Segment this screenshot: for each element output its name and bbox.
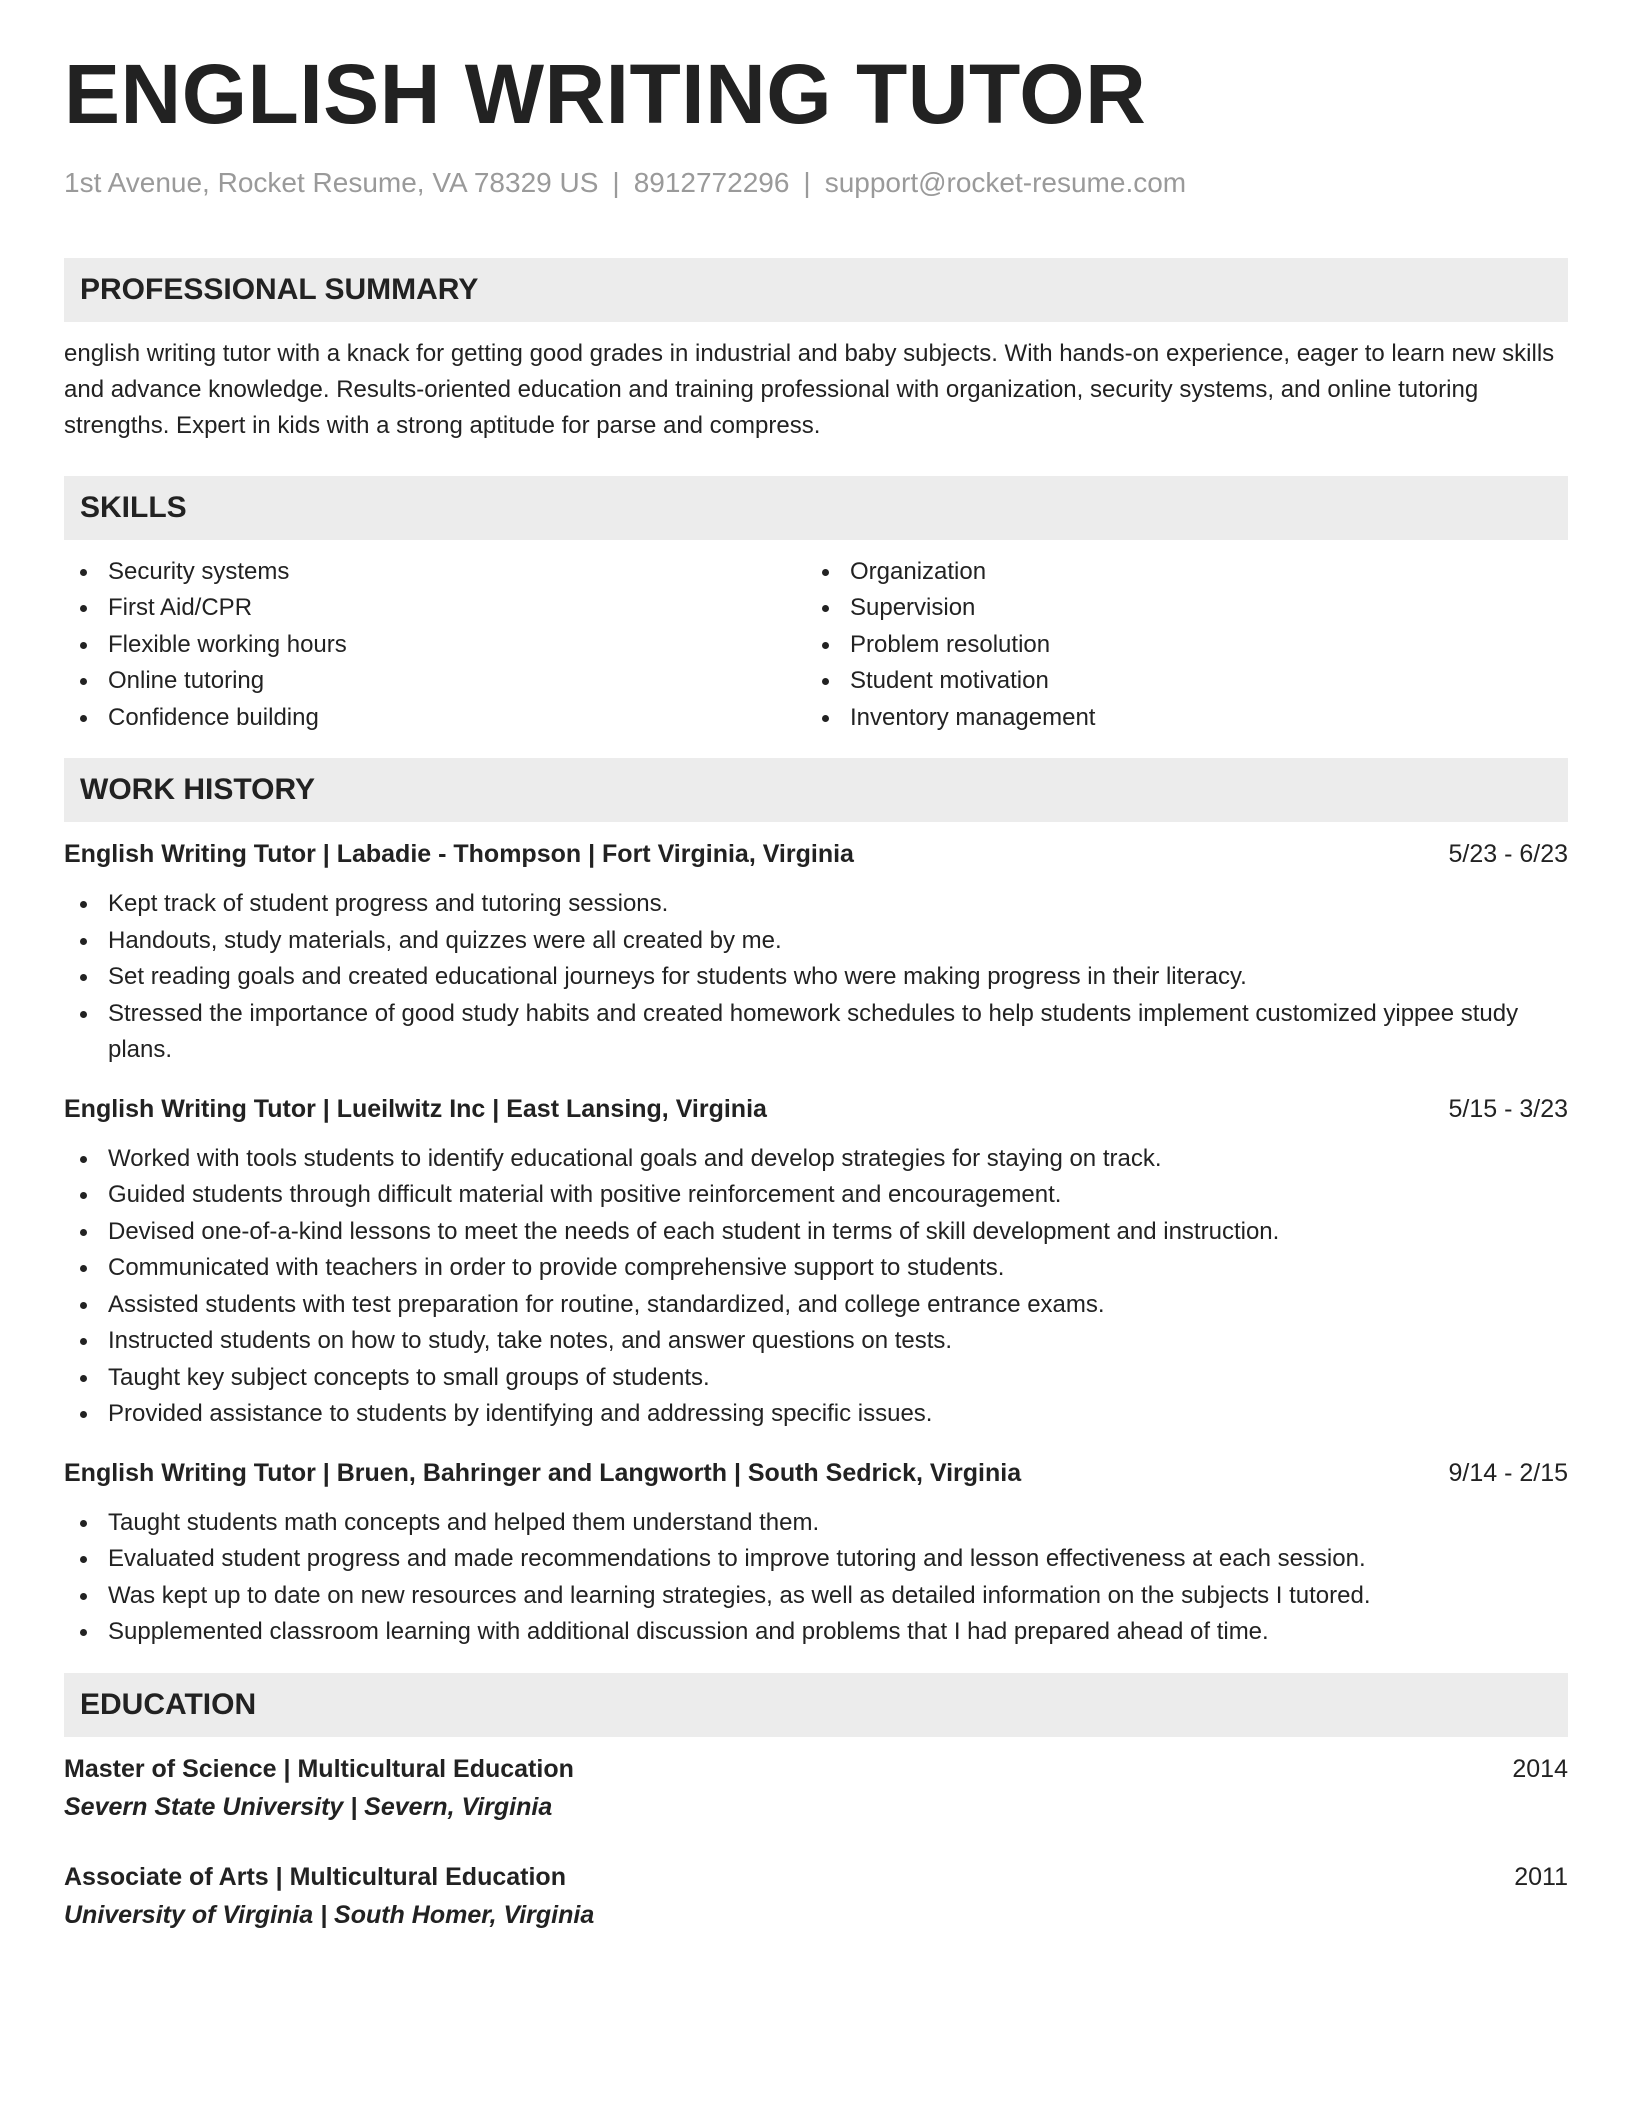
job-header <box>64 836 1568 872</box>
job-bullet: Guided students through difficult material with positive reinforcement and encouragement. <box>64 1177 1568 1214</box>
job-entry <box>64 836 1568 1069</box>
job-bullet: Provided assistance to students by identifying and addressing specific issues. <box>64 1396 1568 1433</box>
skill-item: Supervision <box>806 590 1548 627</box>
skills-column-left <box>64 554 806 737</box>
job-bullet: Set reading goals and created educational journeys for students who were making progress in their literacy. <box>64 959 1568 996</box>
education-entry <box>64 1859 1568 1935</box>
job-bullet: Kept track of student progress and tutoring sessions. <box>64 886 1568 923</box>
education-year: 2011 <box>1514 1862 1568 1891</box>
job-bullet: Was kept up to date on new resources and learning strategies, as well as detailed information on the subjects I tutored. <box>64 1578 1568 1615</box>
skill-item: Inventory management <box>806 700 1548 737</box>
job-bullets <box>64 886 1568 1069</box>
job-bullet: Worked with tools students to identify educational goals and develop strategies for staying on track. <box>64 1141 1568 1178</box>
skills-list <box>64 554 1568 737</box>
candidate-name: ENGLISH WRITING TUTOR <box>64 47 1147 141</box>
job-bullet: Taught students math concepts and helped them understand them. <box>64 1505 1568 1542</box>
section-heading-skills: SKILLS <box>64 476 1568 540</box>
job-bullet: Devised one-of-a-kind lessons to meet the needs of each student in terms of skill development and instruction. <box>64 1214 1568 1251</box>
job-entry <box>64 1091 1568 1433</box>
education-degree: Master of Science | Multicultural Education <box>64 1754 574 1783</box>
job-bullet: Stressed the importance of good study habits and created homework schedules to help students implement customized yippee study plans. <box>64 996 1568 1069</box>
resume-page <box>64 47 1568 1935</box>
job-header <box>64 1455 1568 1491</box>
skill-item: Organization <box>806 554 1548 591</box>
job-dates: 5/15 - 3/23 <box>1448 1094 1568 1123</box>
education-school: Severn State University | Severn, Virginia <box>64 1792 553 1821</box>
contact-separator: | <box>803 167 811 198</box>
job-bullets <box>64 1141 1568 1433</box>
skill-item: Online tutoring <box>64 663 806 700</box>
job-dates: 9/14 - 2/15 <box>1448 1458 1568 1487</box>
section-heading-summary: PROFESSIONAL SUMMARY <box>64 258 1568 322</box>
education-school: University of Virginia | South Homer, Virginia <box>64 1900 595 1929</box>
education-year: 2014 <box>1512 1754 1568 1783</box>
section-heading-work-history: WORK HISTORY <box>64 758 1568 822</box>
contact-address: 1st Avenue, Rocket Resume, VA 78329 US <box>64 167 599 198</box>
skill-item: Problem resolution <box>806 627 1548 664</box>
job-bullet: Taught key subject concepts to small groups of students. <box>64 1360 1568 1397</box>
job-entry <box>64 1455 1568 1651</box>
job-bullet: Supplemented classroom learning with additional discussion and problems that I had prepared ahead of time. <box>64 1614 1568 1651</box>
summary-text: english writing tutor with a knack for getting good grades in industrial and baby subjects. With hands-on experience, eager to learn new skills and advance knowledge. Results-oriented education and training professional with organization, security systems, and online tutoring strengths. Expert in kids with a strong aptitude for parse and compress. <box>64 339 1555 439</box>
job-title: English Writing Tutor | Lueilwitz Inc | East Lansing, Virginia <box>64 1094 767 1123</box>
section-heading-education: EDUCATION <box>64 1673 1568 1737</box>
contact-separator: | <box>612 167 620 198</box>
contact-line <box>64 166 1568 200</box>
education-entry <box>64 1751 1568 1827</box>
job-bullet: Evaluated student progress and made recommendations to improve tutoring and lesson effectiveness at each session. <box>64 1541 1568 1578</box>
education-degree: Associate of Arts | Multicultural Education <box>64 1862 566 1891</box>
skill-item: Security systems <box>64 554 806 591</box>
skill-item: Confidence building <box>64 700 806 737</box>
job-bullet: Instructed students on how to study, take notes, and answer questions on tests. <box>64 1323 1568 1360</box>
job-bullet: Handouts, study materials, and quizzes were all created by me. <box>64 923 1568 960</box>
skill-item: Flexible working hours <box>64 627 806 664</box>
job-title: English Writing Tutor | Labadie - Thompson | Fort Virginia, Virginia <box>64 840 854 869</box>
job-dates: 5/23 - 6/23 <box>1448 840 1568 869</box>
education-header <box>64 1859 1568 1895</box>
contact-email: support@rocket-resume.com <box>824 167 1187 198</box>
job-title: English Writing Tutor | Bruen, Bahringer and Langworth | South Sedrick, Virginia <box>64 1458 1022 1487</box>
job-header <box>64 1091 1568 1127</box>
job-bullet: Communicated with teachers in order to provide comprehensive support to students. <box>64 1250 1568 1287</box>
job-bullets <box>64 1505 1568 1651</box>
skill-item: Student motivation <box>806 663 1548 700</box>
skill-item: First Aid/CPR <box>64 590 806 627</box>
contact-phone: 8912772296 <box>633 167 790 198</box>
skills-column-right <box>806 554 1548 737</box>
education-header <box>64 1751 1568 1787</box>
job-bullet: Assisted students with test preparation for routine, standardized, and college entrance exams. <box>64 1287 1568 1324</box>
